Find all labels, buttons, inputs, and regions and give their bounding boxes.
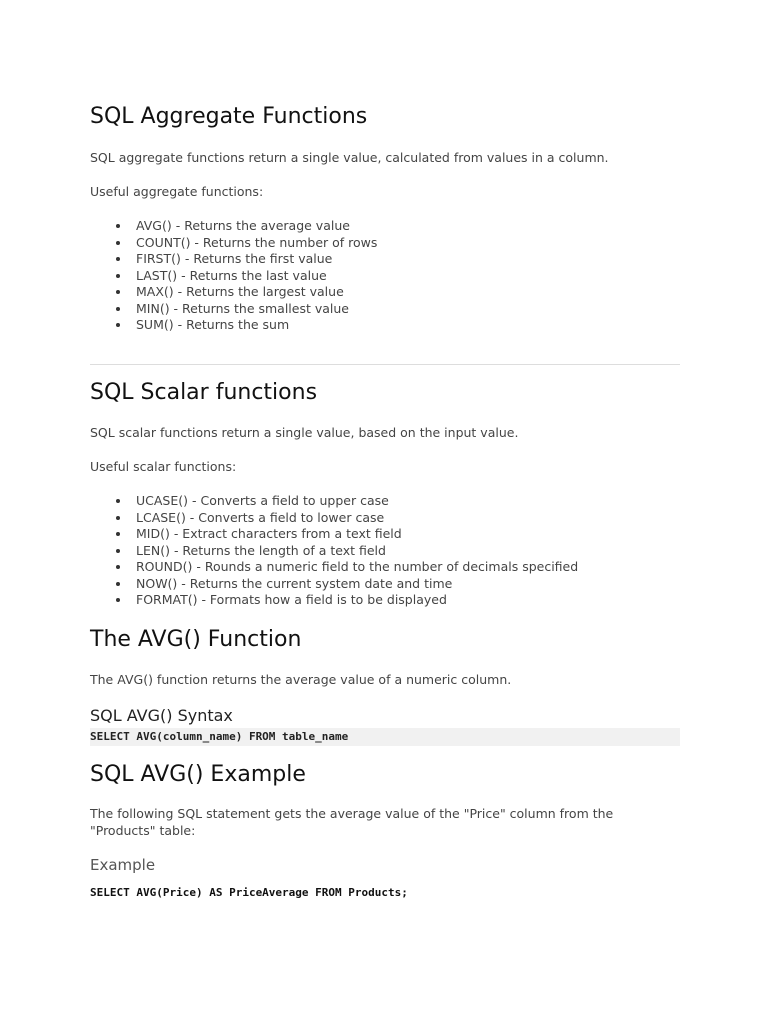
list-item: ROUND() - Rounds a numeric field to the number of decimals specified (90, 559, 578, 576)
scalar-intro: SQL scalar functions return a single value, based on the input value. (90, 425, 519, 440)
avg-example-code: SELECT AVG(Price) AS PriceAverage FROM Products; (90, 886, 408, 899)
avg-example-description: The following SQL statement gets the average value of the "Price" column from the "Products" table: (90, 806, 614, 838)
list-item: UCASE() - Converts a field to upper case (90, 493, 578, 510)
list-item: COUNT() - Returns the number of rows (90, 235, 377, 252)
list-item: FIRST() - Returns the first value (90, 251, 377, 268)
aggregate-useful-label: Useful aggregate functions: (90, 184, 264, 199)
scalar-title: SQL Scalar functions (90, 380, 318, 405)
list-item: MAX() - Returns the largest value (90, 284, 377, 301)
avg-example-title: SQL AVG() Example (90, 762, 306, 787)
aggregate-title: SQL Aggregate Functions (90, 104, 368, 129)
scalar-useful-label: Useful scalar functions: (90, 459, 237, 474)
example-heading: Example (90, 856, 156, 874)
avg-function-title: The AVG() Function (90, 627, 302, 652)
list-item: FORMAT() - Formats how a field is to be displayed (90, 592, 578, 609)
section-divider (90, 364, 680, 365)
list-item: AVG() - Returns the average value (90, 218, 377, 235)
avg-function-description: The AVG() function returns the average value of a numeric column. (90, 672, 512, 687)
list-item: SUM() - Returns the sum (90, 317, 377, 334)
scalar-function-list (90, 493, 578, 609)
list-item: LCASE() - Converts a field to lower case (90, 510, 578, 527)
aggregate-function-list (90, 218, 377, 334)
aggregate-intro: SQL aggregate functions return a single value, calculated from values in a column. (90, 150, 609, 165)
list-item: NOW() - Returns the current system date and time (90, 576, 578, 593)
list-item: LEN() - Returns the length of a text field (90, 543, 578, 560)
avg-syntax-code: SELECT AVG(column_name) FROM table_name (90, 728, 680, 746)
list-item: MID() - Extract characters from a text field (90, 526, 578, 543)
list-item: MIN() - Returns the smallest value (90, 301, 377, 318)
avg-syntax-heading: SQL AVG() Syntax (90, 706, 233, 725)
list-item: LAST() - Returns the last value (90, 268, 377, 285)
